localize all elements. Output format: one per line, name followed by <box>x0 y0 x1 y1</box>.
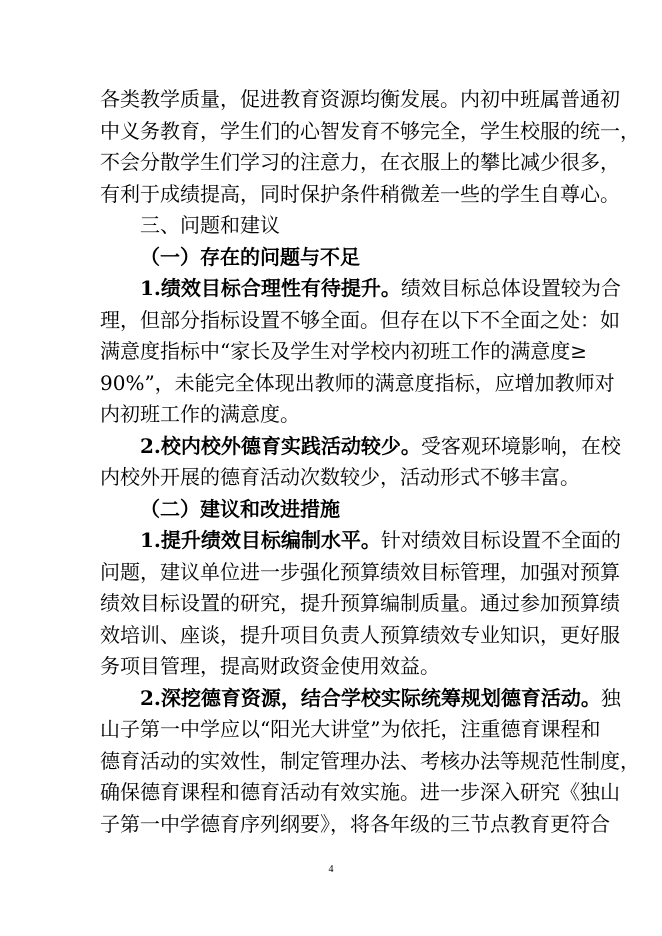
text-line: 确保德育课程和德育活动有效实施。进一步深入研究《独山 <box>100 780 620 804</box>
suggestion-2-heading: 2.深挖德育资源，结合学校实际统筹规划德育活动。 <box>140 685 601 710</box>
suggestion-1-paragraph <box>100 525 621 683</box>
text-run: 独 <box>600 685 621 710</box>
text-line <box>100 525 621 557</box>
section-three-title: 三、问题和建议 <box>140 213 280 237</box>
text-line: 90%”，未能完全体现出教师的满意度指标，应增加教师对 <box>100 370 615 395</box>
problem-2-paragraph <box>100 431 621 494</box>
text-line <box>100 431 621 463</box>
problem-1-paragraph <box>100 273 621 431</box>
text-line: 不会分散学生们学习的注意力，在衣服上的攀比减少很多， <box>100 150 620 174</box>
problem-1-heading: 1.绩效目标合理性有待提升。 <box>140 276 401 300</box>
problem-2-heading: 2.校内校外德育实践活动较少。 <box>140 433 421 458</box>
text-line: 问题，建议单位进一步强化预算绩效目标管理，加强对预算 <box>100 559 620 584</box>
text-line: 内初班工作的满意度。 <box>100 402 300 426</box>
text-line: 内校外开展的德育活动次数较少，活动形式不够丰富。 <box>100 465 580 489</box>
text-line: 中义务教育，学生们的心智发育不够完全，学生校服的统一， <box>100 118 640 143</box>
suggestion-1-heading: 1.提升绩效目标编制水平。 <box>140 528 381 552</box>
text-line <box>100 683 621 715</box>
document-page <box>100 84 640 840</box>
text-line: 满意度指标中“家长及学生对学校内初班工作的满意度≥ <box>100 339 587 363</box>
text-line: 有利于成绩提高，同时保护条件稍微差一些的学生自尊心。 <box>100 181 620 206</box>
page-number: 4 <box>328 864 334 875</box>
text-run: 绩效目标总体设置较为合 <box>400 276 621 300</box>
text-line: 务项目管理，提高财政资金使用效益。 <box>100 654 440 678</box>
suggestion-2-paragraph <box>100 683 640 841</box>
subsection-one-title: （一）存在的问题与不足 <box>140 244 360 269</box>
text-line: 理，但部分指标设置不够全面。但存在以下不全面之处：如 <box>100 307 620 332</box>
text-line: 山子第一中学应以“阳光大讲堂”为依托，注重德育课程和 <box>100 717 601 741</box>
text-line <box>100 273 621 305</box>
text-run: 受客观环境影响，在校 <box>420 433 621 458</box>
intro-paragraph <box>100 84 640 210</box>
text-line: 德育活动的实效性，制定管理办法、考核办法等规范性制度， <box>100 748 640 773</box>
text-line: 各类教学质量，促进教育资源均衡发展。内初中班属普通初 <box>100 87 620 111</box>
text-run: 针对绩效目标设置不全面的 <box>380 528 621 552</box>
text-line: 效培训、座谈，提升项目负责人预算绩效专业知识，更好服 <box>100 622 620 647</box>
subsection-two-title: （二）建议和改进措施 <box>140 496 340 521</box>
text-line: 绩效目标设置的研究，提升预算编制质量。通过参加预算绩 <box>100 591 620 615</box>
text-line: 子第一中学德育序列纲要》，将各年级的三节点教育更符合 <box>100 811 610 836</box>
